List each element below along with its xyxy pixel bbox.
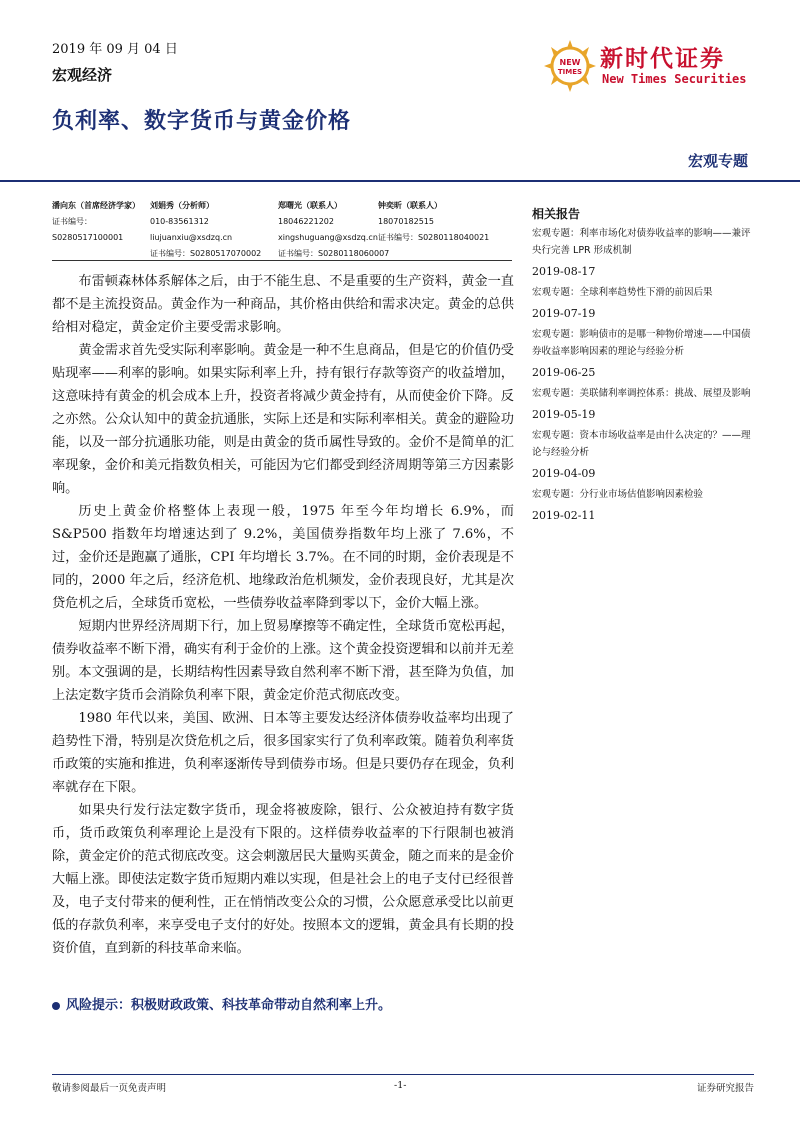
author-1: 潘向东（首席经济学家） 证书编号： S0280517100001 [52, 201, 140, 242]
related-report-item[interactable]: 宏观专题：分行业市场估值影响因素检验 2019-02-11 [532, 489, 704, 522]
report-category: 宏观经济 [52, 66, 113, 84]
report-title: 负利率、数字货币与黄金价格 [52, 108, 352, 134]
related-reports-heading: 相关报告 [532, 207, 581, 221]
report-type: 宏观专题 [687, 152, 748, 170]
author-2: 刘娟秀（分析师） 010-83561312 liujuanxiu@xsdzq.cn 证书编号：S0280517070002 [150, 201, 262, 258]
body-paragraph: 如果央行发行法定数字货币，现金将被废除，银行、公众被迫持有数字货币，货币政策负利率理论上是没有下限的。这样债券收益率的下行限制也被消除，黄金定价的范式彻底改变。这会刺激居民大量购买黄金，随之而来的是金价大幅上涨。即使法定数字货币短期内难以实现，但是社会上的电子支付已经很普及，电子支付带来的便利性，正在悄悄改变公众的习惯，公众愿意承受比以前更低的存款负利率，来享受电子支付的好处。按照本文的逻辑，黄金具有长期的投资价值，直到新的科技革命来临。 [52, 803, 514, 956]
author-3: 郑曙光（联系人） 18046221202 xingshuguang@xsdzq.cn 证书编号：S0280118060007 [278, 201, 390, 258]
related-report-item[interactable]: 宏观专题：全球利率趋势性下滑的前因后果 2019-07-19 [532, 287, 713, 320]
related-report-item[interactable]: 宏观专题：影响债市的是哪一种物价增速——中国债券收益率影响因素的理论与经验分析 2019-06-25 [532, 329, 751, 379]
report-kind-footer: 证券研究报告 [696, 1083, 754, 1094]
author-divider [52, 260, 512, 261]
body-paragraph: 黄金需求首先受实际利率影响。黄金是一种不生息商品，但是它的价值仍受贴现率——利率的影响。如果实际利率上升，持有银行存款等资产的收益增加，这意味持有黄金的机会成本上升，投资者将减少黄金持有，从而使金价下降。反之亦然。公众认知中的黄金抗通胀，实际上还是和实际利率相关。黄金的避险功能，以及一部分抗通胀功能，则是由黄金的货币属性导致的。金价不是简单的汇率现象，金价和美元指数负相关，可能因为它们都受到经济周期等第三方因素影响。 [52, 343, 514, 496]
logo-emblem-icon [540, 38, 600, 94]
page-number: -1- [394, 1080, 407, 1091]
related-report-item[interactable]: 宏观专题：资本市场收益率是由什么决定的？——理论与经验分析 2019-04-09 [532, 430, 751, 480]
related-report-item[interactable]: 宏观专题：美联储利率调控体系：挑战、展望及影响 2019-05-19 [532, 388, 751, 421]
body-paragraph: 1980 年代以来，美国、欧洲、日本等主要发达经济体债券收益率均出现了趋势性下滑，特别是次贷危机之后，很多国家实行了负利率政策。随着负利率货币政策的实施和推进，负利率逐渐传导到债券市场。但是只要仍存在现金，负利率就存在下限。 [52, 711, 514, 795]
body-paragraph: 历史上黄金价格整体上表现一般，1975 年至今年均增长 6.9%，而 S&P500 指数年均增速达到了 9.2%，美国债券指数年均上涨了 7.6%，不过，金价还是跑赢了通胀，CPI 年均增长 3.7%。在不同的时期，金价表现是不同的，2000 年之后，经济危机、地缘政治危机频发，金价表现良好，尤其是次贷危机之后，全球货币宽松，一些债券收益率降到零以下，金价大幅上涨。 [52, 504, 514, 611]
footer-divider [52, 1074, 754, 1075]
body-paragraph: 短期内世界经济周期下行，加上贸易摩擦等不确定性，全球货币宽松再起，债券收益率不断下滑，确实有利于金价的上涨。这个黄金投资逻辑和以前并无差别。本文强调的是，长期结构性因素导致自然利率不断下滑，甚至降为负值，加上法定数字货币会消除负利率下限，黄金定价范式彻底改变。 [52, 619, 514, 703]
svg-text:NEW: NEW [559, 58, 581, 67]
company-name-en: New Times Securities [602, 72, 747, 86]
svg-text:TIMES: TIMES [557, 68, 583, 76]
header-divider [0, 180, 800, 182]
author-4: 钟奕昕（联系人） 18070182515 证书编号：S0280118040021 [378, 201, 490, 242]
disclaimer-note: 敬请参阅最后一页免责声明 [52, 1083, 167, 1094]
related-reports [532, 206, 754, 528]
body-paragraph: 布雷顿森林体系解体之后，由于不能生息、不是重要的生产资料，黄金一直都不是主流投资品。黄金作为一种商品，其价格由供给和需求决定。黄金的总供给相对稳定，黄金定价主要受需求影响。 [52, 274, 514, 335]
report-body [52, 270, 514, 960]
risk-warning: 风险提示：积极财政政策、科技革命带动自然利率上升。 [52, 994, 391, 1013]
bullet-icon [52, 1002, 60, 1010]
company-name-cn: 新时代证券 [600, 46, 725, 72]
report-date: 2019 年 09 月 04 日 [52, 42, 178, 57]
related-report-item[interactable]: 宏观专题：利率市场化对债券收益率的影响——兼评央行完善 LPR 形成机制 2019-08-17 [532, 228, 751, 278]
